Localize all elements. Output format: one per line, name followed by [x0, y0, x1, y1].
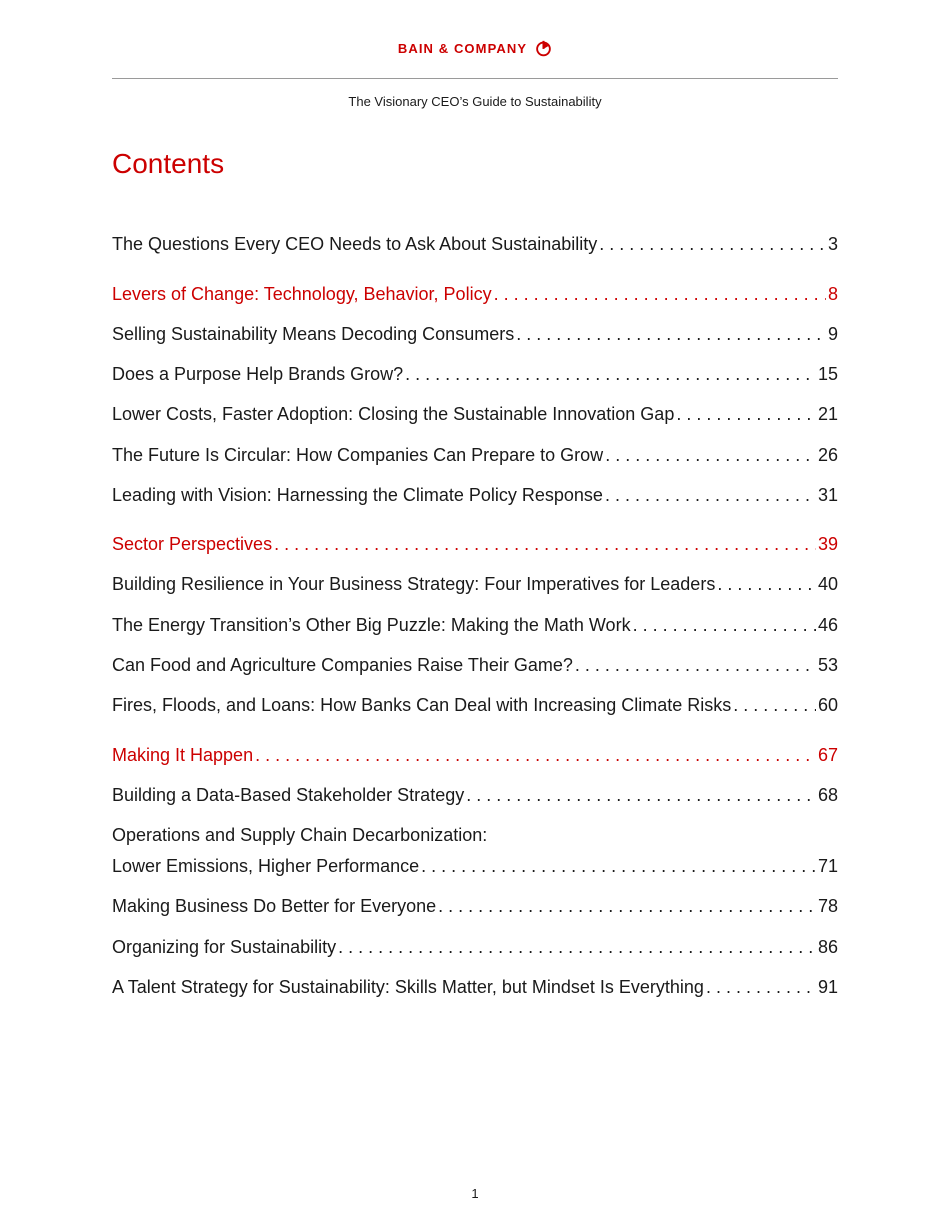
- toc-entry-page: 53: [817, 655, 838, 675]
- toc-entry[interactable]: [112, 232, 838, 256]
- toc-entry[interactable]: [112, 322, 838, 346]
- dot-leader: [605, 483, 816, 507]
- toc-entry[interactable]: [112, 935, 838, 959]
- toc-entry-page: 21: [817, 404, 838, 424]
- toc-entry-title: Does a Purpose Help Brands Grow?: [112, 364, 404, 384]
- toc-entry-title: Fires, Floods, and Loans: How Banks Can Deal with Increasing Climate Risks: [112, 695, 732, 715]
- dot-leader: [605, 443, 816, 467]
- toc-entry-title: Can Food and Agriculture Companies Raise Their Game?: [112, 655, 573, 675]
- dot-leader: [676, 402, 816, 426]
- toc-entry-title: Sector Perspectives: [112, 534, 273, 554]
- header-divider: [112, 78, 838, 79]
- toc-entry-page: 91: [817, 977, 838, 997]
- dot-leader: [516, 322, 826, 346]
- toc-entry-title: Lower Costs, Faster Adoption: Closing the Sustainable Innovation Gap: [112, 404, 675, 424]
- toc-entry-title: Making It Happen: [112, 745, 254, 765]
- toc-entry-page: 15: [817, 364, 838, 384]
- dot-leader: [438, 894, 816, 918]
- toc-entry-title: Lower Emissions, Higher Performance: [112, 856, 420, 876]
- toc-entry-title: Building a Data-Based Stakeholder Strategy: [112, 785, 465, 805]
- toc-entry-title: Organizing for Sustainability: [112, 937, 337, 957]
- toc-entry-page: 46: [817, 615, 838, 635]
- dot-leader: [494, 282, 826, 306]
- toc-section-entry[interactable]: [112, 532, 838, 556]
- toc-entry-page: 71: [817, 856, 838, 876]
- page-title: Contents: [112, 148, 225, 179]
- toc-entry[interactable]: [112, 975, 838, 999]
- toc-entry-page: 60: [817, 695, 838, 715]
- page-number: 1: [471, 1186, 479, 1201]
- toc-entry-page: 3: [827, 234, 838, 254]
- toc-entry-page: 39: [817, 534, 838, 554]
- toc-entry-page: 31: [817, 485, 838, 505]
- toc-entry-page: 68: [817, 785, 838, 805]
- toc-entry[interactable]: [112, 402, 838, 426]
- toc-entry[interactable]: [112, 613, 838, 637]
- dot-leader: [706, 975, 816, 999]
- toc-entry-title: Levers of Change: Technology, Behavior, Policy: [112, 284, 492, 304]
- toc-entry-title-line1: Operations and Supply Chain Decarbonization:: [112, 825, 488, 845]
- dot-leader: [599, 232, 826, 256]
- toc-entry-title: The Energy Transition’s Other Big Puzzle: Making the Math Work: [112, 615, 631, 635]
- toc-entry-page: 8: [827, 284, 838, 304]
- dot-leader: [255, 743, 816, 767]
- toc-entry[interactable]: [112, 894, 838, 918]
- toc-entry[interactable]: [112, 693, 838, 717]
- toc-entry-page: 40: [817, 574, 838, 594]
- toc-entry-page: 9: [827, 324, 838, 344]
- dot-leader: [717, 572, 816, 596]
- brand-name: BAIN & COMPANY: [397, 41, 528, 56]
- toc-entry[interactable]: [112, 443, 838, 467]
- toc-entry[interactable]: [112, 572, 838, 596]
- toc-section-entry[interactable]: [112, 282, 838, 306]
- dot-leader: [733, 693, 816, 717]
- bain-logo-icon: [535, 40, 552, 57]
- toc-entry-page: 67: [817, 745, 838, 765]
- toc-entry-line2: [112, 854, 838, 878]
- dot-leader: [338, 935, 816, 959]
- dot-leader: [575, 653, 816, 677]
- toc-entry[interactable]: [112, 483, 838, 507]
- toc-entry-page: 86: [817, 937, 838, 957]
- toc-entry-title: The Future Is Circular: How Companies Can Prepare to Grow: [112, 445, 604, 465]
- toc-entry-page: 26: [817, 445, 838, 465]
- toc-entry-title: Selling Sustainability Means Decoding Consumers: [112, 324, 515, 344]
- brand-logo: [0, 40, 950, 57]
- dot-leader: [633, 613, 816, 637]
- dot-leader: [421, 854, 816, 878]
- toc-entry-title: Leading with Vision: Harnessing the Climate Policy Response: [112, 485, 603, 505]
- dot-leader: [274, 532, 816, 556]
- dot-leader: [466, 783, 816, 807]
- toc-section-entry[interactable]: [112, 743, 838, 767]
- toc-entry[interactable]: [112, 823, 838, 878]
- toc-entry-title: Making Business Do Better for Everyone: [112, 896, 437, 916]
- toc-entry[interactable]: [112, 783, 838, 807]
- toc-entry-title: A Talent Strategy for Sustainability: Skills Matter, but Mindset Is Everything: [112, 977, 704, 997]
- document-title: The Visionary CEO’s Guide to Sustainability: [348, 94, 602, 109]
- dot-leader: [405, 362, 816, 386]
- toc-entry-title: The Questions Every CEO Needs to Ask About Sustainability: [112, 234, 598, 254]
- toc-entry[interactable]: [112, 362, 838, 386]
- toc-entry[interactable]: [112, 653, 838, 677]
- toc-entry-page: 78: [817, 896, 838, 916]
- toc-entry-title: Building Resilience in Your Business Strategy: Four Imperatives for Leaders: [112, 574, 716, 594]
